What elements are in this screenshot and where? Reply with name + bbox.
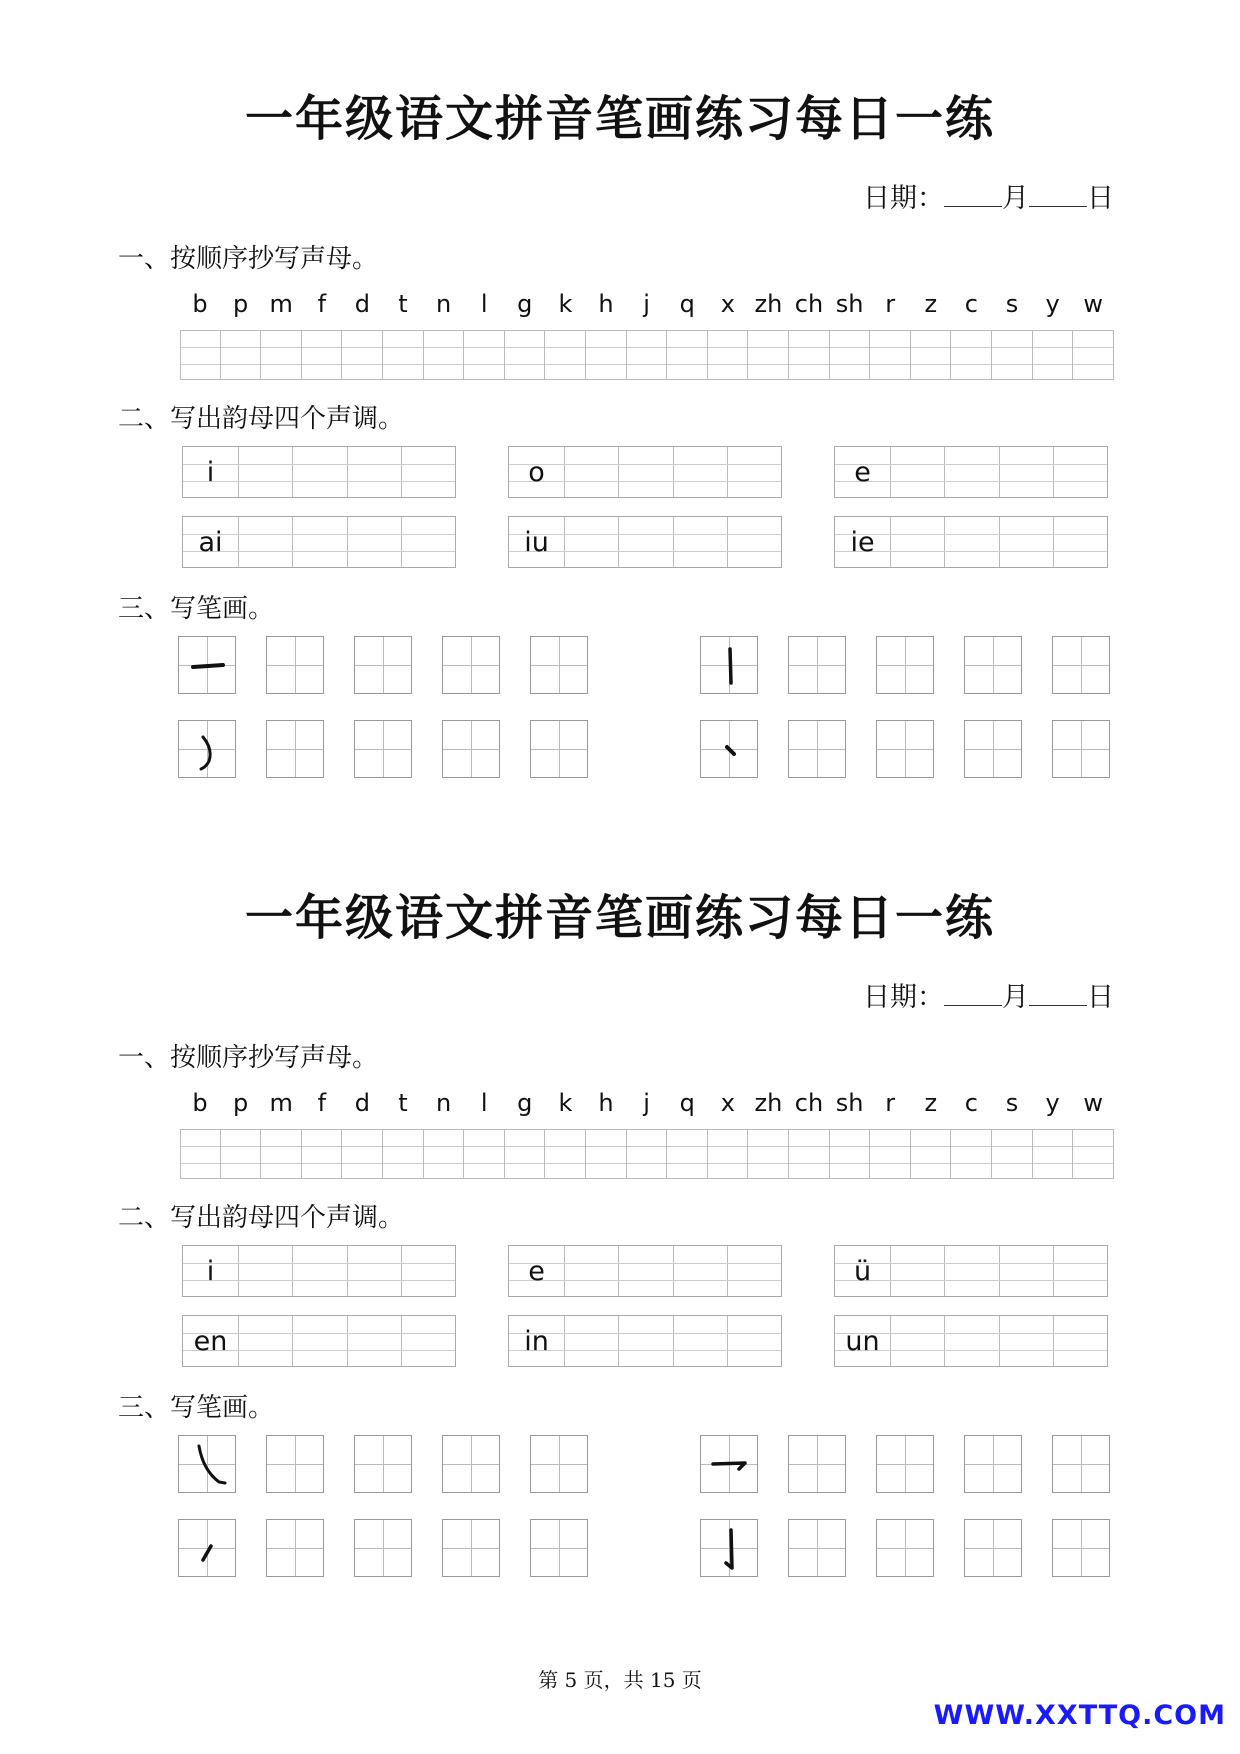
initials-writing-grid[interactable]	[180, 330, 1114, 380]
final-vowel: e	[854, 457, 871, 488]
initial-letter: w	[1083, 290, 1103, 318]
initial-letter: t	[398, 1089, 408, 1117]
month-label: 月	[1002, 982, 1029, 1013]
tianzige-cell[interactable]	[876, 636, 934, 694]
tianzige-cell[interactable]	[788, 1519, 846, 1577]
writing-cell[interactable]	[911, 1129, 952, 1179]
initial-letter: n	[435, 290, 452, 318]
writing-cell[interactable]	[708, 330, 749, 380]
initial-letter: r	[885, 1089, 896, 1117]
initial-letter: sh	[835, 290, 864, 318]
tianzige-cell[interactable]	[266, 720, 324, 778]
tone-writing-box[interactable]	[508, 1245, 782, 1297]
tianzige-cell[interactable]	[964, 1435, 1022, 1493]
initials-writing-grid[interactable]	[180, 1129, 1114, 1179]
initial-letter: y	[1045, 1089, 1060, 1117]
tone-writing-box[interactable]	[182, 446, 456, 498]
tianzige-cell[interactable]	[442, 1435, 500, 1493]
initial-letter: x	[720, 290, 735, 318]
tone-writing-box[interactable]	[508, 446, 782, 498]
initial-letter: m	[269, 290, 293, 318]
writing-cell[interactable]	[545, 1129, 586, 1179]
initial-letter: sh	[835, 1089, 864, 1117]
date-line	[863, 176, 1114, 215]
writing-cell[interactable]	[424, 330, 465, 380]
section-1-heading: 一、按顺序抄写声母。	[118, 244, 379, 274]
day-blank[interactable]	[1029, 182, 1087, 207]
tianzige-cell[interactable]	[964, 636, 1022, 694]
initial-letter: g	[517, 1089, 533, 1117]
writing-cell[interactable]	[545, 330, 586, 380]
tone-writing-box[interactable]	[182, 1315, 456, 1367]
tianzige-cell[interactable]	[354, 636, 412, 694]
tone-writing-box[interactable]	[182, 1245, 456, 1297]
tone-writing-box[interactable]	[834, 516, 1108, 568]
initial-letter: h	[598, 1089, 614, 1117]
initial-letter: f	[317, 1089, 327, 1117]
initial-letter: m	[269, 1089, 293, 1117]
tianzige-cell[interactable]	[354, 720, 412, 778]
initial-letter: d	[354, 290, 370, 318]
writing-cell[interactable]	[870, 1129, 911, 1179]
worksheet-title: 一年级语文拼音笔画练习每日一练	[244, 890, 995, 946]
final-vowel: i	[206, 457, 215, 488]
writing-cell[interactable]	[464, 330, 505, 380]
initial-letter: j	[643, 1089, 650, 1117]
page-footer: 第 5 页，共 15 页	[538, 1668, 702, 1692]
final-vowel: un	[845, 1326, 880, 1357]
writing-cell[interactable]	[464, 1129, 505, 1179]
writing-cell[interactable]	[789, 330, 830, 380]
tianzige-cell[interactable]	[964, 1519, 1022, 1577]
writing-cell[interactable]	[667, 330, 708, 380]
heng-stroke	[178, 636, 236, 694]
tianzige-cell[interactable]	[266, 1435, 324, 1493]
tianzige-cell[interactable]	[530, 720, 588, 778]
initial-letter: z	[924, 290, 938, 318]
writing-cell[interactable]	[748, 1129, 789, 1179]
date-label: 日期：	[863, 183, 944, 214]
writing-cell[interactable]	[261, 1129, 302, 1179]
day-blank[interactable]	[1029, 981, 1087, 1006]
writing-cell[interactable]	[180, 1129, 221, 1179]
initial-letter: b	[192, 290, 208, 318]
section-1-heading: 一、按顺序抄写声母。	[118, 1043, 379, 1073]
writing-cell[interactable]	[302, 1129, 343, 1179]
tianzige-cell[interactable]	[530, 636, 588, 694]
heng-gou-stroke	[700, 1435, 758, 1493]
na-stroke	[178, 1435, 236, 1493]
initial-letter: l	[480, 1089, 488, 1117]
dian-stroke	[700, 720, 758, 778]
final-vowel: en	[193, 1326, 228, 1357]
tianzige-cell[interactable]	[876, 720, 934, 778]
initial-letter: g	[517, 290, 533, 318]
final-vowel: iu	[524, 527, 549, 558]
writing-cell[interactable]	[951, 1129, 992, 1179]
final-vowel: e	[528, 1256, 545, 1287]
initial-letter: c	[964, 290, 978, 318]
month-blank[interactable]	[944, 182, 1002, 207]
initials-row	[180, 1089, 1120, 1125]
initials-row	[180, 290, 1120, 326]
tianzige-cell[interactable]	[442, 1519, 500, 1577]
tianzige-cell[interactable]	[788, 1435, 846, 1493]
writing-cell[interactable]	[627, 1129, 668, 1179]
initial-letter: b	[192, 1089, 208, 1117]
watermark: WWW.XXTTQ.COM	[933, 1700, 1226, 1731]
tianzige-cell[interactable]	[788, 636, 846, 694]
writing-cell[interactable]	[261, 330, 302, 380]
initial-letter: ch	[794, 290, 824, 318]
initial-letter: k	[558, 1089, 573, 1117]
initial-letter: y	[1045, 290, 1060, 318]
writing-cell[interactable]	[302, 330, 343, 380]
writing-cell[interactable]	[992, 330, 1033, 380]
section-3-heading: 三、写笔画。	[118, 1393, 275, 1423]
tone-writing-box[interactable]	[182, 516, 456, 568]
initial-letter: zh	[754, 1089, 783, 1117]
initial-letter: f	[317, 290, 327, 318]
tianzige-cell[interactable]	[530, 1519, 588, 1577]
writing-cell[interactable]	[424, 1129, 465, 1179]
final-vowel: ie	[850, 527, 875, 558]
writing-cell[interactable]	[342, 330, 383, 380]
writing-cell[interactable]	[383, 1129, 424, 1179]
initial-letter: n	[435, 1089, 452, 1117]
writing-cell[interactable]	[342, 1129, 383, 1179]
writing-cell[interactable]	[1033, 1129, 1074, 1179]
tianzige-cell[interactable]	[1052, 720, 1110, 778]
writing-cell[interactable]	[180, 330, 221, 380]
initial-letter: ch	[794, 1089, 824, 1117]
tianzige-cell[interactable]	[964, 720, 1022, 778]
shu-stroke	[700, 636, 758, 694]
shu-gou-stroke	[700, 1519, 758, 1577]
tianzige-cell[interactable]	[442, 636, 500, 694]
initial-letter: x	[720, 1089, 735, 1117]
tianzige-cell[interactable]	[876, 1519, 934, 1577]
initial-letter: s	[1005, 290, 1019, 318]
writing-cell[interactable]	[830, 1129, 871, 1179]
tianzige-cell[interactable]	[354, 1435, 412, 1493]
month-blank[interactable]	[944, 981, 1002, 1006]
writing-cell[interactable]	[627, 330, 668, 380]
tianzige-cell[interactable]	[1052, 1519, 1110, 1577]
final-vowel: o	[528, 457, 545, 488]
initial-letter: w	[1083, 1089, 1103, 1117]
initial-letter: d	[354, 1089, 370, 1117]
writing-cell[interactable]	[789, 1129, 830, 1179]
tianzige-cell[interactable]	[1052, 636, 1110, 694]
tone-writing-box[interactable]	[834, 1245, 1108, 1297]
tianzige-cell[interactable]	[442, 720, 500, 778]
initial-letter: p	[232, 290, 249, 318]
tianzige-cell[interactable]	[530, 1435, 588, 1493]
initial-letter: p	[232, 1089, 249, 1117]
initial-letter: z	[924, 1089, 938, 1117]
initial-letter: c	[964, 1089, 978, 1117]
writing-cell[interactable]	[586, 330, 627, 380]
writing-cell[interactable]	[748, 330, 789, 380]
final-vowel: ü	[853, 1256, 872, 1287]
day-label: 日	[1087, 982, 1114, 1013]
tone-writing-box[interactable]	[508, 1315, 782, 1367]
writing-cell[interactable]	[383, 330, 424, 380]
writing-cell[interactable]	[221, 1129, 262, 1179]
writing-cell[interactable]	[667, 1129, 708, 1179]
tianzige-cell[interactable]	[354, 1519, 412, 1577]
ti-stroke	[178, 1519, 236, 1577]
section-3-heading: 三、写笔画。	[118, 594, 275, 624]
worksheet-title: 一年级语文拼音笔画练习每日一练	[244, 91, 995, 147]
initial-letter: zh	[754, 290, 783, 318]
pie-stroke	[178, 720, 236, 778]
tone-writing-box[interactable]	[834, 1315, 1108, 1367]
writing-cell[interactable]	[951, 330, 992, 380]
final-vowel: i	[206, 1256, 215, 1287]
writing-cell[interactable]	[911, 330, 952, 380]
initial-letter: j	[643, 290, 650, 318]
tianzige-cell[interactable]	[876, 1435, 934, 1493]
initial-letter: s	[1005, 1089, 1019, 1117]
writing-cell[interactable]	[586, 1129, 627, 1179]
final-vowel: in	[524, 1326, 549, 1357]
tone-writing-box[interactable]	[508, 516, 782, 568]
writing-cell[interactable]	[1073, 1129, 1114, 1179]
date-label: 日期：	[863, 982, 944, 1013]
writing-cell[interactable]	[505, 1129, 546, 1179]
tianzige-cell[interactable]	[266, 636, 324, 694]
writing-cell[interactable]	[870, 330, 911, 380]
date-line	[863, 975, 1114, 1014]
final-vowel: ai	[198, 527, 223, 558]
worksheet-2	[0, 799, 1240, 1609]
section-2-heading: 二、写出韵母四个声调。	[118, 1203, 405, 1233]
month-label: 月	[1002, 183, 1029, 214]
initial-letter: q	[679, 1089, 695, 1117]
worksheet-1	[0, 0, 1240, 810]
initial-letter: q	[679, 290, 695, 318]
writing-cell[interactable]	[505, 330, 546, 380]
writing-cell[interactable]	[708, 1129, 749, 1179]
writing-cell[interactable]	[221, 330, 262, 380]
writing-cell[interactable]	[1073, 330, 1114, 380]
initial-letter: t	[398, 290, 408, 318]
day-label: 日	[1087, 183, 1114, 214]
tianzige-cell[interactable]	[1052, 1435, 1110, 1493]
writing-cell[interactable]	[1033, 330, 1074, 380]
writing-cell[interactable]	[992, 1129, 1033, 1179]
writing-cell[interactable]	[830, 330, 871, 380]
tianzige-cell[interactable]	[266, 1519, 324, 1577]
tianzige-cell[interactable]	[788, 720, 846, 778]
initial-letter: r	[885, 290, 896, 318]
tone-writing-box[interactable]	[834, 446, 1108, 498]
initial-letter: k	[558, 290, 573, 318]
initial-letter: l	[480, 290, 488, 318]
section-2-heading: 二、写出韵母四个声调。	[118, 404, 405, 434]
initial-letter: h	[598, 290, 614, 318]
